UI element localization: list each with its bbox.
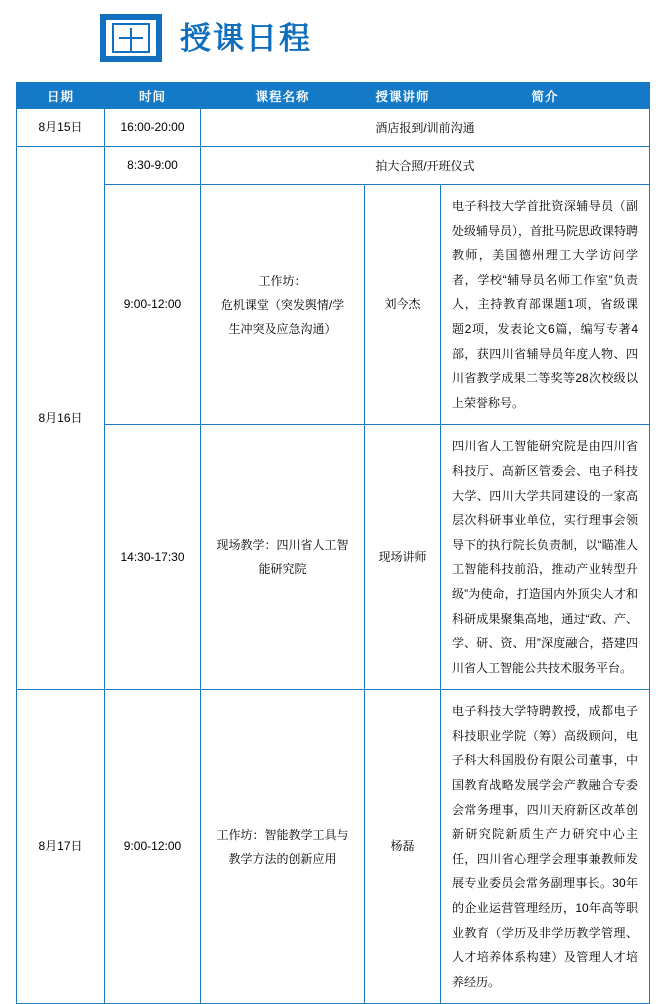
course-line: 现场教学：四川省人工智	[216, 538, 349, 553]
cell-speaker: 现场讲师	[365, 425, 441, 690]
column-header-time: 时间	[105, 83, 201, 109]
course-line: 能研究院	[258, 562, 307, 577]
logo-inner-glyph	[112, 23, 150, 53]
table-row	[17, 185, 650, 425]
table-row	[17, 109, 650, 147]
course-line: 工作坊：	[258, 273, 307, 288]
course-line: 生冲突及应急沟通）	[228, 321, 337, 336]
cell-time: 14:30-17:30	[105, 425, 201, 690]
page-header	[0, 0, 664, 74]
table-row	[17, 147, 650, 185]
cell-time: 9:00-12:00	[105, 690, 201, 1004]
column-header-desc: 简介	[441, 83, 650, 109]
cell-time: 16:00-20:00	[105, 109, 201, 147]
cell-date: 8月15日	[17, 109, 105, 147]
cell-time: 8:30-9:00	[105, 147, 201, 185]
cell-merged-note: 酒店报到/训前沟通	[201, 109, 650, 147]
cell-description: 电子科技大学特聘教授，成都电子科技职业学院（筹）高级顾问，电子科大科国股份有限公司董事，中国教育战略发展学会产教融合专委会常务理事，四川天府新区改革创新研究院新质生产力研究中心主任，四川省心理学会理事兼教师发展专业委员会常务副理事长。30年的企业运营管理经历，10年高等职业教育（学历及非学历教学管理、人才培养体系构建）及管理人才培养经历。	[441, 690, 650, 1004]
column-header-speaker: 授课讲师	[365, 83, 441, 109]
cell-date: 8月17日	[17, 690, 105, 1004]
course-line: 危机课堂（突发舆情/学	[220, 297, 345, 312]
logo-frame-left	[100, 14, 106, 62]
cell-course	[201, 690, 365, 1004]
course-line: 工作坊：智能教学工具与	[216, 827, 349, 842]
cell-speaker: 杨磊	[365, 690, 441, 1004]
logo-frame-bottom	[100, 56, 162, 62]
cell-speaker: 刘今杰	[365, 185, 441, 425]
course-line: 教学方法的创新应用	[228, 851, 337, 866]
logo-frame-top	[100, 14, 162, 20]
table-row	[17, 425, 650, 690]
cell-time: 9:00-12:00	[105, 185, 201, 425]
schedule-table	[16, 82, 650, 1004]
cell-merged-note: 拍大合照/开班仪式	[201, 147, 650, 185]
column-header-date: 日期	[17, 83, 105, 109]
page-title: 授课日程	[180, 20, 312, 56]
table-row	[17, 690, 650, 1004]
cell-course	[201, 185, 365, 425]
cell-description: 四川省人工智能研究院是由四川省科技厅、高新区管委会、电子科技大学、四川大学共同建设的一家高层次科研事业单位，实行理事会领导下的执行院长负责制，以“瞄准人工智能科技前沿，推动产业转型升级”为使命，打造国内外顶尖人才和科研成果聚集高地，通过“政、产、学、研、资、用”深度融合，搭建四川省人工智能公共技术服务平台。	[441, 425, 650, 690]
table-header-row	[17, 83, 650, 109]
framed-square-logo-icon	[100, 14, 162, 62]
logo-frame-right	[156, 14, 162, 62]
cell-description: 电子科技大学首批资深辅导员（副处级辅导员），首批马院思政课特聘教师，美国德州理工大学访问学者，学校“辅导员名师工作室”负责人，主持教育部课题1项，省级课题2项，发表论文6篇，编写专著4部，获四川省辅导员年度人物、四川省教学成果二等奖等28次校级以上荣誉称号。	[441, 185, 650, 425]
cell-date: 8月16日	[17, 147, 105, 690]
cell-course	[201, 425, 365, 690]
column-header-course: 课程名称	[201, 83, 365, 109]
